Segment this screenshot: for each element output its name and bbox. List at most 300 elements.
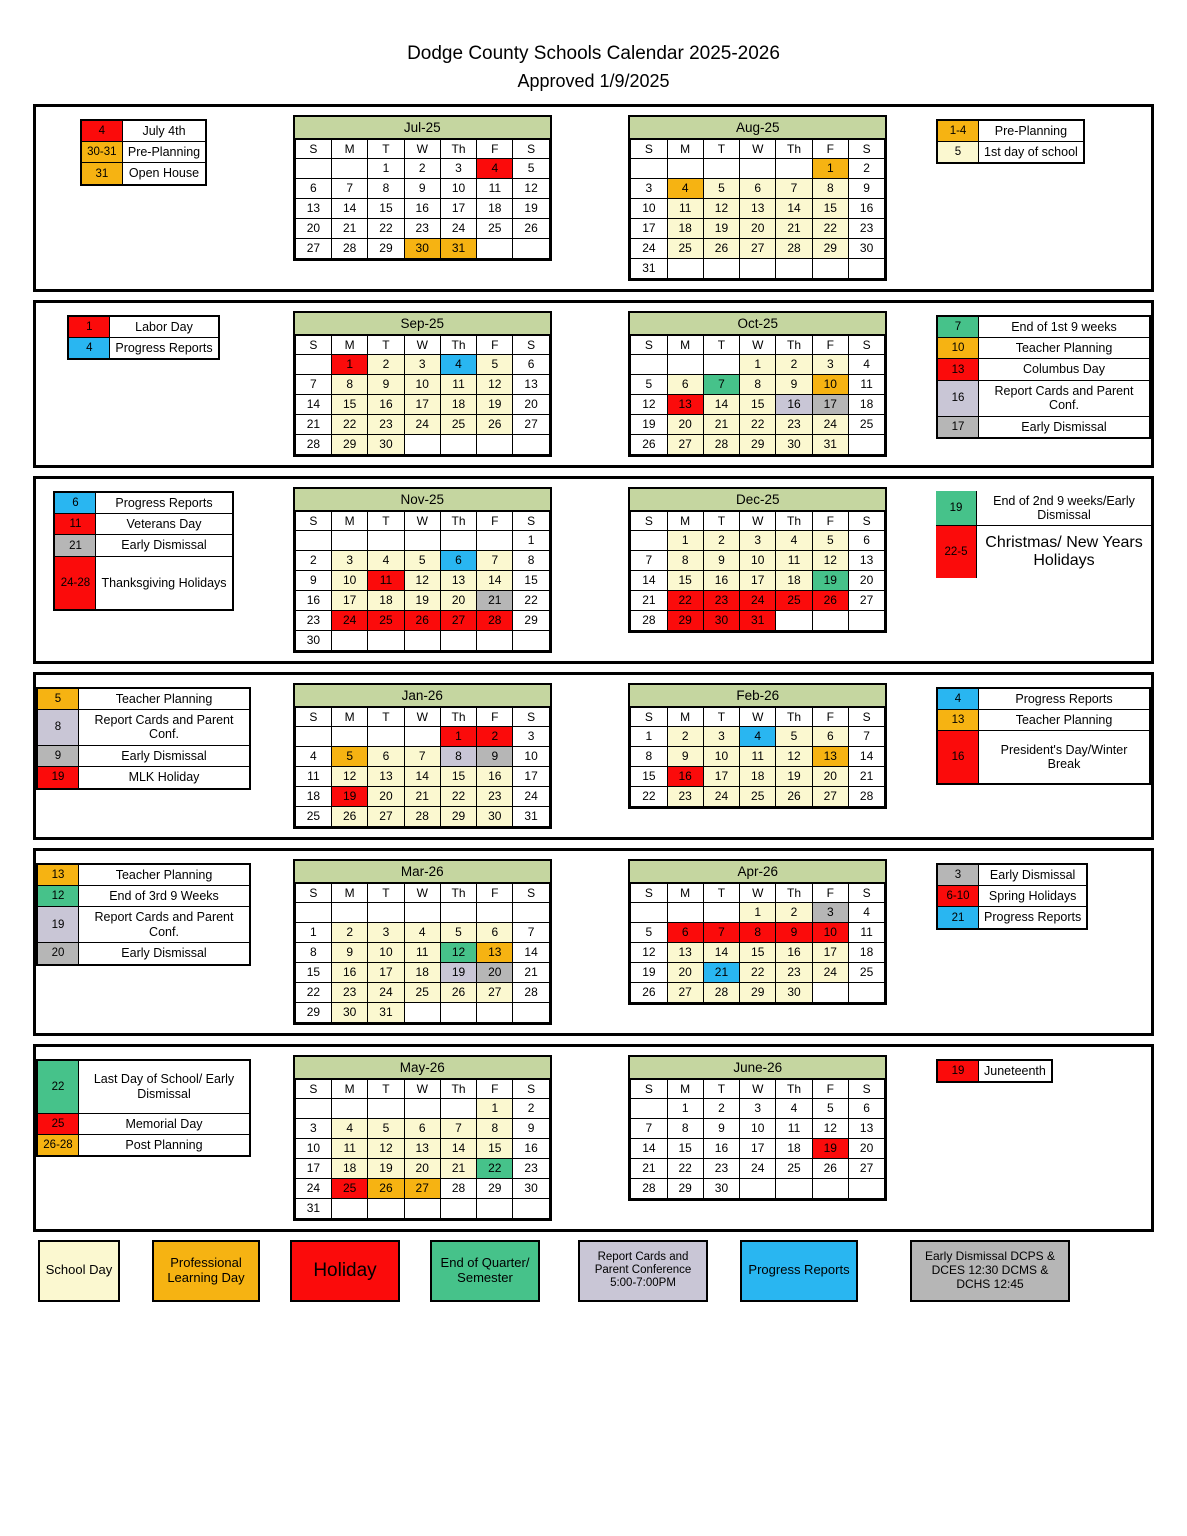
day-cell[interactable]: 7 bbox=[848, 726, 884, 746]
day-cell[interactable] bbox=[740, 258, 776, 278]
day-cell[interactable]: 7 bbox=[332, 178, 368, 198]
day-cell[interactable]: 10 bbox=[295, 1138, 331, 1158]
day-cell[interactable]: 25 bbox=[848, 414, 884, 434]
day-cell[interactable]: 11 bbox=[776, 550, 812, 570]
day-cell[interactable]: 27 bbox=[848, 1158, 884, 1178]
day-cell[interactable] bbox=[703, 258, 739, 278]
day-cell[interactable] bbox=[404, 1098, 440, 1118]
day-cell[interactable]: 19 bbox=[440, 962, 476, 982]
day-cell[interactable]: 24 bbox=[812, 962, 848, 982]
day-cell[interactable]: 28 bbox=[631, 610, 667, 630]
day-cell[interactable]: 12 bbox=[368, 1138, 404, 1158]
day-cell[interactable]: 5 bbox=[703, 178, 739, 198]
day-cell[interactable]: 29 bbox=[812, 238, 848, 258]
day-cell[interactable]: 30 bbox=[776, 982, 812, 1002]
day-cell[interactable]: 5 bbox=[776, 726, 812, 746]
day-cell[interactable]: 4 bbox=[477, 158, 513, 178]
day-cell[interactable] bbox=[703, 902, 739, 922]
day-cell[interactable]: 18 bbox=[404, 962, 440, 982]
day-cell[interactable]: 19 bbox=[631, 962, 667, 982]
day-cell[interactable]: 12 bbox=[812, 550, 848, 570]
day-cell[interactable]: 10 bbox=[631, 198, 667, 218]
day-cell[interactable]: 21 bbox=[703, 962, 739, 982]
day-cell[interactable]: 24 bbox=[513, 786, 549, 806]
day-cell[interactable]: 6 bbox=[740, 178, 776, 198]
day-cell[interactable] bbox=[812, 258, 848, 278]
day-cell[interactable] bbox=[513, 238, 549, 258]
day-cell[interactable]: 16 bbox=[776, 394, 812, 414]
day-cell[interactable]: 11 bbox=[477, 178, 513, 198]
day-cell[interactable]: 2 bbox=[703, 1098, 739, 1118]
day-cell[interactable]: 28 bbox=[513, 982, 549, 1002]
day-cell[interactable]: 18 bbox=[440, 394, 476, 414]
day-cell[interactable]: 2 bbox=[513, 1098, 549, 1118]
day-cell[interactable]: 18 bbox=[667, 218, 703, 238]
day-cell[interactable]: 30 bbox=[404, 238, 440, 258]
day-cell[interactable]: 9 bbox=[703, 1118, 739, 1138]
day-cell[interactable]: 3 bbox=[440, 158, 476, 178]
day-cell[interactable]: 7 bbox=[440, 1118, 476, 1138]
day-cell[interactable]: 13 bbox=[513, 374, 549, 394]
day-cell[interactable]: 10 bbox=[404, 374, 440, 394]
day-cell[interactable]: 10 bbox=[440, 178, 476, 198]
day-cell[interactable]: 5 bbox=[477, 354, 513, 374]
day-cell[interactable]: 27 bbox=[667, 982, 703, 1002]
day-cell[interactable]: 19 bbox=[703, 218, 739, 238]
day-cell[interactable]: 15 bbox=[295, 962, 331, 982]
day-cell[interactable]: 29 bbox=[295, 1002, 331, 1022]
day-cell[interactable]: 10 bbox=[332, 570, 368, 590]
day-cell[interactable]: 22 bbox=[740, 414, 776, 434]
day-cell[interactable]: 13 bbox=[848, 550, 884, 570]
day-cell[interactable]: 31 bbox=[440, 238, 476, 258]
day-cell[interactable]: 2 bbox=[776, 902, 812, 922]
day-cell[interactable]: 23 bbox=[667, 786, 703, 806]
day-cell[interactable]: 17 bbox=[740, 1138, 776, 1158]
day-cell[interactable]: 6 bbox=[513, 354, 549, 374]
day-cell[interactable]: 12 bbox=[332, 766, 368, 786]
day-cell[interactable]: 19 bbox=[631, 414, 667, 434]
day-cell[interactable] bbox=[332, 902, 368, 922]
day-cell[interactable] bbox=[740, 158, 776, 178]
day-cell[interactable]: 27 bbox=[848, 590, 884, 610]
day-cell[interactable] bbox=[477, 630, 513, 650]
day-cell[interactable]: 3 bbox=[631, 178, 667, 198]
day-cell[interactable] bbox=[368, 1098, 404, 1118]
day-cell[interactable]: 19 bbox=[513, 198, 549, 218]
day-cell[interactable]: 8 bbox=[812, 178, 848, 198]
day-cell[interactable]: 7 bbox=[703, 922, 739, 942]
day-cell[interactable]: 16 bbox=[513, 1138, 549, 1158]
day-cell[interactable]: 20 bbox=[812, 766, 848, 786]
day-cell[interactable]: 26 bbox=[513, 218, 549, 238]
day-cell[interactable] bbox=[368, 530, 404, 550]
day-cell[interactable] bbox=[404, 434, 440, 454]
day-cell[interactable]: 17 bbox=[368, 962, 404, 982]
day-cell[interactable]: 27 bbox=[740, 238, 776, 258]
day-cell[interactable]: 10 bbox=[812, 374, 848, 394]
day-cell[interactable]: 28 bbox=[703, 434, 739, 454]
day-cell[interactable]: 5 bbox=[368, 1118, 404, 1138]
day-cell[interactable]: 11 bbox=[667, 198, 703, 218]
day-cell[interactable]: 15 bbox=[440, 766, 476, 786]
day-cell[interactable] bbox=[631, 158, 667, 178]
day-cell[interactable]: 25 bbox=[740, 786, 776, 806]
day-cell[interactable]: 13 bbox=[740, 198, 776, 218]
day-cell[interactable] bbox=[295, 158, 331, 178]
day-cell[interactable]: 20 bbox=[440, 590, 476, 610]
day-cell[interactable]: 27 bbox=[295, 238, 331, 258]
day-cell[interactable]: 29 bbox=[440, 806, 476, 826]
day-cell[interactable]: 11 bbox=[332, 1138, 368, 1158]
day-cell[interactable] bbox=[332, 158, 368, 178]
day-cell[interactable] bbox=[776, 610, 812, 630]
day-cell[interactable]: 5 bbox=[812, 1098, 848, 1118]
day-cell[interactable]: 9 bbox=[776, 922, 812, 942]
day-cell[interactable]: 27 bbox=[440, 610, 476, 630]
day-cell[interactable]: 3 bbox=[812, 902, 848, 922]
day-cell[interactable]: 22 bbox=[440, 786, 476, 806]
day-cell[interactable]: 23 bbox=[703, 1158, 739, 1178]
day-cell[interactable]: 30 bbox=[513, 1178, 549, 1198]
day-cell[interactable]: 30 bbox=[295, 630, 331, 650]
day-cell[interactable]: 11 bbox=[440, 374, 476, 394]
day-cell[interactable]: 31 bbox=[740, 610, 776, 630]
day-cell[interactable]: 8 bbox=[667, 550, 703, 570]
day-cell[interactable]: 19 bbox=[812, 570, 848, 590]
day-cell[interactable] bbox=[295, 1098, 331, 1118]
day-cell[interactable] bbox=[513, 902, 549, 922]
day-cell[interactable] bbox=[667, 354, 703, 374]
day-cell[interactable]: 13 bbox=[295, 198, 331, 218]
day-cell[interactable]: 19 bbox=[404, 590, 440, 610]
day-cell[interactable]: 30 bbox=[477, 806, 513, 826]
day-cell[interactable]: 16 bbox=[477, 766, 513, 786]
day-cell[interactable]: 4 bbox=[368, 550, 404, 570]
day-cell[interactable]: 19 bbox=[332, 786, 368, 806]
day-cell[interactable]: 7 bbox=[295, 374, 331, 394]
day-cell[interactable]: 22 bbox=[667, 590, 703, 610]
day-cell[interactable] bbox=[477, 530, 513, 550]
day-cell[interactable]: 6 bbox=[295, 178, 331, 198]
day-cell[interactable]: 17 bbox=[812, 394, 848, 414]
day-cell[interactable]: 21 bbox=[703, 414, 739, 434]
day-cell[interactable] bbox=[812, 1178, 848, 1198]
day-cell[interactable]: 2 bbox=[848, 158, 884, 178]
day-cell[interactable]: 11 bbox=[368, 570, 404, 590]
day-cell[interactable]: 2 bbox=[295, 550, 331, 570]
day-cell[interactable]: 13 bbox=[848, 1118, 884, 1138]
day-cell[interactable]: 9 bbox=[513, 1118, 549, 1138]
day-cell[interactable]: 6 bbox=[848, 1098, 884, 1118]
day-cell[interactable]: 15 bbox=[667, 1138, 703, 1158]
day-cell[interactable]: 20 bbox=[667, 962, 703, 982]
day-cell[interactable]: 3 bbox=[812, 354, 848, 374]
day-cell[interactable]: 31 bbox=[631, 258, 667, 278]
day-cell[interactable]: 16 bbox=[848, 198, 884, 218]
day-cell[interactable]: 12 bbox=[477, 374, 513, 394]
day-cell[interactable]: 31 bbox=[295, 1198, 331, 1218]
day-cell[interactable] bbox=[776, 258, 812, 278]
day-cell[interactable]: 11 bbox=[295, 766, 331, 786]
day-cell[interactable] bbox=[440, 434, 476, 454]
day-cell[interactable]: 24 bbox=[740, 590, 776, 610]
day-cell[interactable]: 27 bbox=[368, 806, 404, 826]
day-cell[interactable]: 8 bbox=[667, 1118, 703, 1138]
day-cell[interactable]: 23 bbox=[368, 414, 404, 434]
day-cell[interactable]: 2 bbox=[477, 726, 513, 746]
day-cell[interactable]: 12 bbox=[703, 198, 739, 218]
day-cell[interactable]: 12 bbox=[631, 394, 667, 414]
day-cell[interactable]: 2 bbox=[368, 354, 404, 374]
day-cell[interactable]: 10 bbox=[703, 746, 739, 766]
day-cell[interactable]: 4 bbox=[848, 354, 884, 374]
day-cell[interactable] bbox=[631, 1098, 667, 1118]
day-cell[interactable]: 26 bbox=[776, 786, 812, 806]
day-cell[interactable]: 2 bbox=[404, 158, 440, 178]
day-cell[interactable] bbox=[667, 158, 703, 178]
day-cell[interactable]: 23 bbox=[477, 786, 513, 806]
day-cell[interactable]: 3 bbox=[740, 1098, 776, 1118]
day-cell[interactable]: 26 bbox=[703, 238, 739, 258]
day-cell[interactable]: 7 bbox=[631, 550, 667, 570]
day-cell[interactable]: 30 bbox=[368, 434, 404, 454]
day-cell[interactable] bbox=[740, 1178, 776, 1198]
day-cell[interactable]: 14 bbox=[513, 942, 549, 962]
day-cell[interactable]: 23 bbox=[295, 610, 331, 630]
day-cell[interactable]: 17 bbox=[440, 198, 476, 218]
day-cell[interactable]: 27 bbox=[404, 1178, 440, 1198]
day-cell[interactable]: 1 bbox=[368, 158, 404, 178]
day-cell[interactable] bbox=[440, 530, 476, 550]
day-cell[interactable]: 11 bbox=[848, 922, 884, 942]
day-cell[interactable]: 4 bbox=[667, 178, 703, 198]
day-cell[interactable]: 14 bbox=[477, 570, 513, 590]
day-cell[interactable]: 15 bbox=[332, 394, 368, 414]
day-cell[interactable]: 14 bbox=[332, 198, 368, 218]
day-cell[interactable] bbox=[703, 158, 739, 178]
day-cell[interactable]: 13 bbox=[477, 942, 513, 962]
day-cell[interactable] bbox=[404, 1002, 440, 1022]
day-cell[interactable]: 17 bbox=[812, 942, 848, 962]
day-cell[interactable]: 22 bbox=[477, 1158, 513, 1178]
day-cell[interactable]: 21 bbox=[440, 1158, 476, 1178]
day-cell[interactable]: 17 bbox=[332, 590, 368, 610]
day-cell[interactable]: 14 bbox=[703, 942, 739, 962]
day-cell[interactable]: 1 bbox=[477, 1098, 513, 1118]
day-cell[interactable]: 10 bbox=[812, 922, 848, 942]
day-cell[interactable]: 7 bbox=[477, 550, 513, 570]
day-cell[interactable]: 13 bbox=[812, 746, 848, 766]
day-cell[interactable]: 6 bbox=[667, 922, 703, 942]
day-cell[interactable]: 31 bbox=[368, 1002, 404, 1022]
day-cell[interactable]: 27 bbox=[667, 434, 703, 454]
day-cell[interactable]: 25 bbox=[848, 962, 884, 982]
day-cell[interactable]: 11 bbox=[776, 1118, 812, 1138]
day-cell[interactable]: 24 bbox=[332, 610, 368, 630]
day-cell[interactable] bbox=[776, 158, 812, 178]
day-cell[interactable]: 17 bbox=[295, 1158, 331, 1178]
day-cell[interactable]: 16 bbox=[295, 590, 331, 610]
day-cell[interactable]: 24 bbox=[440, 218, 476, 238]
day-cell[interactable]: 16 bbox=[368, 394, 404, 414]
day-cell[interactable] bbox=[477, 434, 513, 454]
day-cell[interactable]: 18 bbox=[368, 590, 404, 610]
day-cell[interactable]: 30 bbox=[332, 1002, 368, 1022]
day-cell[interactable] bbox=[295, 726, 331, 746]
day-cell[interactable]: 22 bbox=[667, 1158, 703, 1178]
day-cell[interactable]: 5 bbox=[631, 374, 667, 394]
day-cell[interactable] bbox=[513, 434, 549, 454]
day-cell[interactable]: 8 bbox=[513, 550, 549, 570]
day-cell[interactable]: 15 bbox=[812, 198, 848, 218]
day-cell[interactable]: 6 bbox=[404, 1118, 440, 1138]
day-cell[interactable]: 25 bbox=[332, 1178, 368, 1198]
day-cell[interactable]: 2 bbox=[332, 922, 368, 942]
day-cell[interactable]: 12 bbox=[631, 942, 667, 962]
day-cell[interactable]: 25 bbox=[667, 238, 703, 258]
day-cell[interactable]: 13 bbox=[667, 394, 703, 414]
day-cell[interactable]: 6 bbox=[440, 550, 476, 570]
day-cell[interactable]: 21 bbox=[295, 414, 331, 434]
day-cell[interactable]: 22 bbox=[631, 786, 667, 806]
day-cell[interactable]: 26 bbox=[440, 982, 476, 1002]
day-cell[interactable]: 5 bbox=[812, 530, 848, 550]
day-cell[interactable]: 1 bbox=[440, 726, 476, 746]
day-cell[interactable]: 28 bbox=[332, 238, 368, 258]
day-cell[interactable]: 25 bbox=[368, 610, 404, 630]
day-cell[interactable]: 26 bbox=[812, 1158, 848, 1178]
day-cell[interactable]: 29 bbox=[667, 1178, 703, 1198]
day-cell[interactable]: 13 bbox=[440, 570, 476, 590]
day-cell[interactable]: 9 bbox=[848, 178, 884, 198]
day-cell[interactable]: 13 bbox=[368, 766, 404, 786]
day-cell[interactable]: 24 bbox=[812, 414, 848, 434]
day-cell[interactable] bbox=[477, 1002, 513, 1022]
day-cell[interactable]: 26 bbox=[332, 806, 368, 826]
day-cell[interactable]: 14 bbox=[703, 394, 739, 414]
day-cell[interactable]: 10 bbox=[740, 1118, 776, 1138]
day-cell[interactable]: 9 bbox=[477, 746, 513, 766]
day-cell[interactable]: 29 bbox=[477, 1178, 513, 1198]
day-cell[interactable]: 20 bbox=[404, 1158, 440, 1178]
day-cell[interactable]: 22 bbox=[513, 590, 549, 610]
day-cell[interactable]: 4 bbox=[776, 530, 812, 550]
day-cell[interactable]: 15 bbox=[740, 394, 776, 414]
day-cell[interactable]: 1 bbox=[513, 530, 549, 550]
day-cell[interactable]: 14 bbox=[848, 746, 884, 766]
day-cell[interactable]: 6 bbox=[848, 530, 884, 550]
day-cell[interactable]: 15 bbox=[477, 1138, 513, 1158]
day-cell[interactable]: 22 bbox=[295, 982, 331, 1002]
day-cell[interactable] bbox=[440, 1198, 476, 1218]
day-cell[interactable]: 20 bbox=[667, 414, 703, 434]
day-cell[interactable]: 19 bbox=[776, 766, 812, 786]
day-cell[interactable]: 3 bbox=[404, 354, 440, 374]
day-cell[interactable]: 12 bbox=[440, 942, 476, 962]
day-cell[interactable]: 25 bbox=[440, 414, 476, 434]
day-cell[interactable]: 15 bbox=[740, 942, 776, 962]
day-cell[interactable]: 20 bbox=[848, 570, 884, 590]
day-cell[interactable] bbox=[848, 1178, 884, 1198]
day-cell[interactable]: 1 bbox=[740, 902, 776, 922]
day-cell[interactable]: 5 bbox=[631, 922, 667, 942]
day-cell[interactable]: 16 bbox=[703, 1138, 739, 1158]
day-cell[interactable]: 24 bbox=[368, 982, 404, 1002]
day-cell[interactable]: 25 bbox=[776, 590, 812, 610]
day-cell[interactable]: 25 bbox=[477, 218, 513, 238]
day-cell[interactable]: 15 bbox=[631, 766, 667, 786]
day-cell[interactable]: 13 bbox=[404, 1138, 440, 1158]
day-cell[interactable]: 26 bbox=[404, 610, 440, 630]
day-cell[interactable]: 15 bbox=[667, 570, 703, 590]
day-cell[interactable] bbox=[440, 630, 476, 650]
day-cell[interactable]: 1 bbox=[332, 354, 368, 374]
day-cell[interactable]: 4 bbox=[404, 922, 440, 942]
day-cell[interactable]: 20 bbox=[848, 1138, 884, 1158]
day-cell[interactable]: 25 bbox=[404, 982, 440, 1002]
day-cell[interactable]: 25 bbox=[295, 806, 331, 826]
day-cell[interactable]: 8 bbox=[332, 374, 368, 394]
day-cell[interactable]: 27 bbox=[812, 786, 848, 806]
day-cell[interactable] bbox=[404, 726, 440, 746]
day-cell[interactable]: 15 bbox=[368, 198, 404, 218]
day-cell[interactable]: 9 bbox=[368, 374, 404, 394]
day-cell[interactable] bbox=[332, 1098, 368, 1118]
day-cell[interactable]: 7 bbox=[404, 746, 440, 766]
day-cell[interactable]: 8 bbox=[740, 374, 776, 394]
day-cell[interactable] bbox=[295, 354, 331, 374]
day-cell[interactable]: 7 bbox=[631, 1118, 667, 1138]
day-cell[interactable]: 9 bbox=[404, 178, 440, 198]
day-cell[interactable]: 23 bbox=[513, 1158, 549, 1178]
day-cell[interactable] bbox=[812, 610, 848, 630]
day-cell[interactable]: 20 bbox=[368, 786, 404, 806]
day-cell[interactable]: 9 bbox=[667, 746, 703, 766]
day-cell[interactable] bbox=[368, 1198, 404, 1218]
day-cell[interactable] bbox=[440, 1002, 476, 1022]
day-cell[interactable]: 14 bbox=[295, 394, 331, 414]
day-cell[interactable]: 19 bbox=[368, 1158, 404, 1178]
day-cell[interactable]: 26 bbox=[631, 434, 667, 454]
day-cell[interactable]: 23 bbox=[848, 218, 884, 238]
day-cell[interactable]: 5 bbox=[404, 550, 440, 570]
day-cell[interactable]: 23 bbox=[703, 590, 739, 610]
day-cell[interactable]: 14 bbox=[631, 1138, 667, 1158]
day-cell[interactable]: 21 bbox=[513, 962, 549, 982]
day-cell[interactable]: 8 bbox=[368, 178, 404, 198]
day-cell[interactable]: 18 bbox=[477, 198, 513, 218]
day-cell[interactable]: 26 bbox=[368, 1178, 404, 1198]
day-cell[interactable]: 29 bbox=[368, 238, 404, 258]
day-cell[interactable]: 3 bbox=[513, 726, 549, 746]
day-cell[interactable]: 4 bbox=[776, 1098, 812, 1118]
day-cell[interactable]: 16 bbox=[332, 962, 368, 982]
day-cell[interactable]: 29 bbox=[332, 434, 368, 454]
day-cell[interactable]: 21 bbox=[631, 590, 667, 610]
day-cell[interactable]: 7 bbox=[703, 374, 739, 394]
day-cell[interactable]: 9 bbox=[332, 942, 368, 962]
day-cell[interactable]: 10 bbox=[368, 942, 404, 962]
day-cell[interactable] bbox=[848, 258, 884, 278]
day-cell[interactable]: 19 bbox=[812, 1138, 848, 1158]
day-cell[interactable]: 17 bbox=[513, 766, 549, 786]
day-cell[interactable]: 29 bbox=[513, 610, 549, 630]
day-cell[interactable] bbox=[404, 902, 440, 922]
day-cell[interactable]: 16 bbox=[776, 942, 812, 962]
day-cell[interactable]: 17 bbox=[703, 766, 739, 786]
day-cell[interactable]: 3 bbox=[703, 726, 739, 746]
